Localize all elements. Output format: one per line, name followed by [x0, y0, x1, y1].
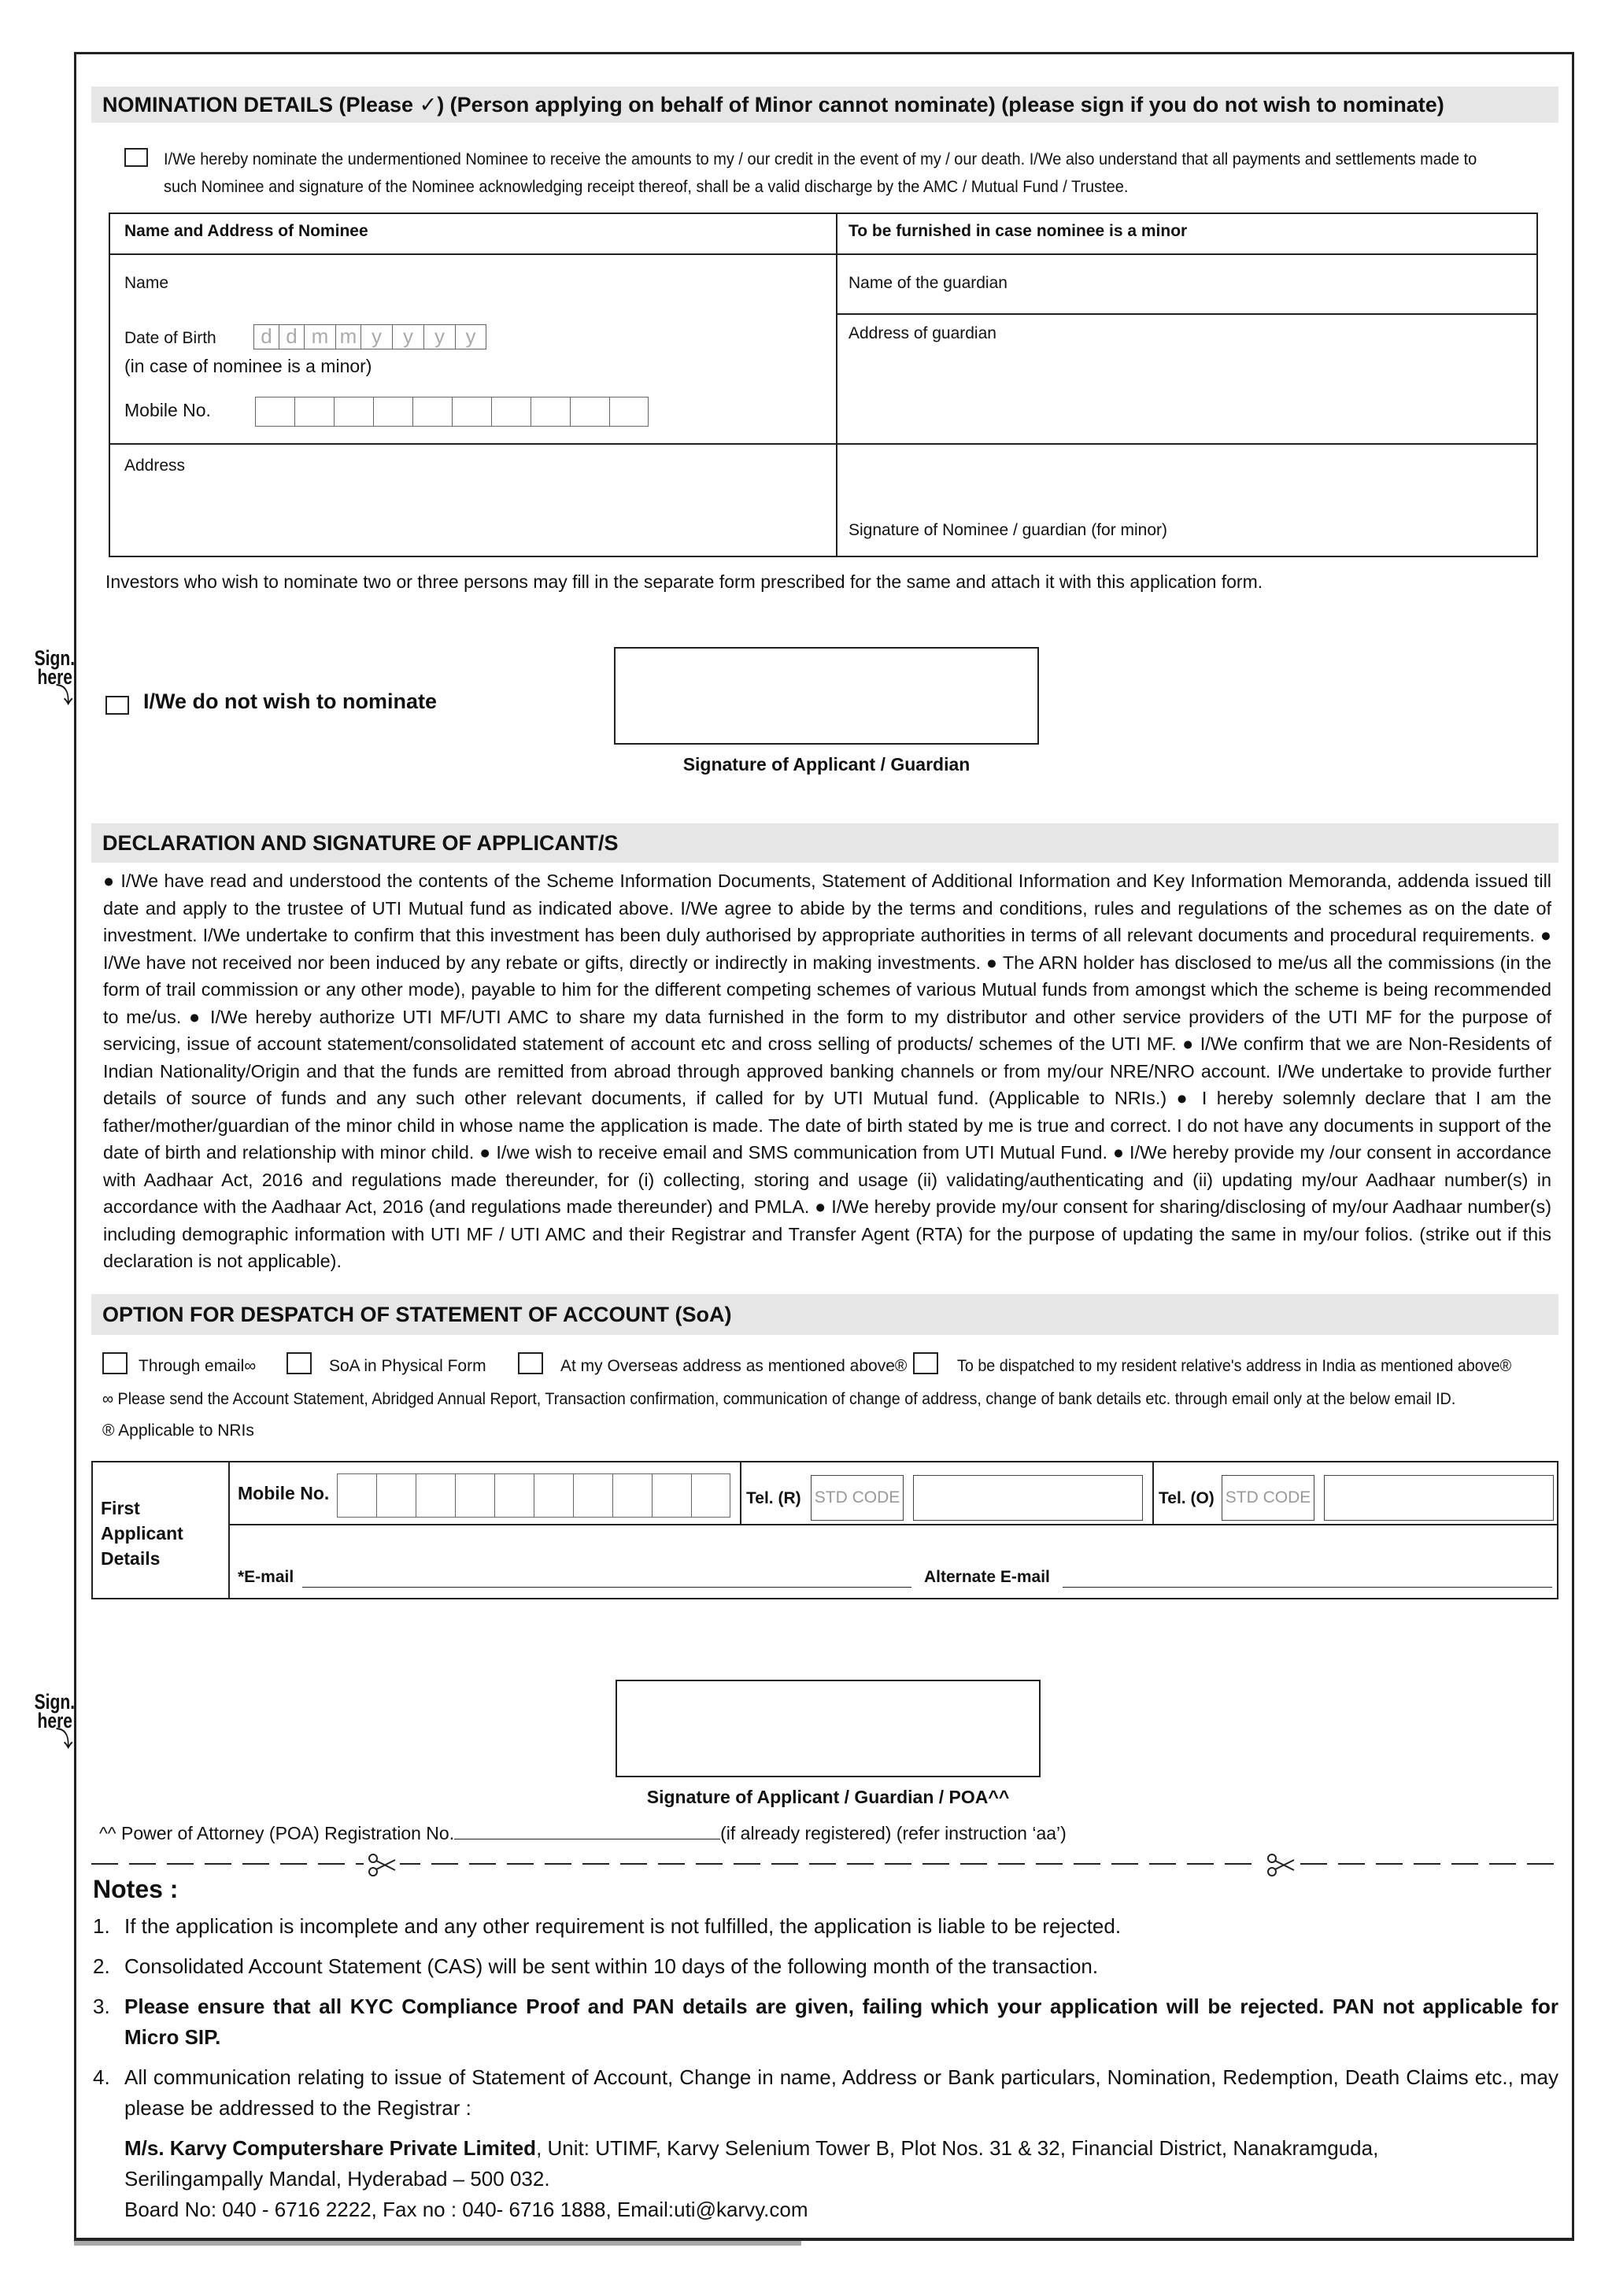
minor-col-header: To be furnished in case nominee is a minor — [849, 222, 1188, 240]
nominate-checkbox[interactable] — [124, 148, 148, 167]
bottom-rule — [74, 2241, 801, 2246]
relative-option-checkbox[interactable] — [913, 1352, 938, 1374]
overseas-option-label: At my Overseas address as mentioned above® — [560, 1357, 908, 1375]
dob-label: Date of Birth — [124, 329, 216, 347]
nominee-mobile-label: Mobile No. — [124, 400, 211, 420]
registrar-contact: Board No: 040 - 6716 2222, Fax no : 040- 6716 1888, Email:uti@karvy.com — [124, 2198, 808, 2221]
overseas-option-checkbox[interactable] — [518, 1352, 543, 1374]
registrar-name: M/s. Karvy Computershare Private Limited — [124, 2136, 537, 2160]
scissors-icon — [1263, 1853, 1299, 1876]
physical-option-label: SoA in Physical Form — [329, 1357, 486, 1375]
poa-signature-box[interactable] — [616, 1680, 1041, 1777]
sign-here-marker: Sign. here ⤵ — [34, 646, 76, 708]
nominee-address-label: Address — [124, 457, 186, 475]
tel-o-divider — [1152, 1461, 1154, 1525]
notes-list — [93, 1911, 1558, 2235]
nomination-declaration: I/We hereby nominate the undermentioned Nominee to receive the amounts to my / our credit in the event of my / our death. I/We also understand that all payments and settlements made to such Nominee and signature of the Nominee acknowledging receipt thereof, shall be a valid discharge by the AMC / Mutual Fund / Trustee. — [164, 150, 1477, 196]
tel-r-divider — [740, 1461, 741, 1525]
email-footnote: ∞ Please send the Account Statement, Abridged Annual Report, Transaction confirmation, communication of change of address, change of bank details etc. through email only at the below email ID. — [102, 1390, 1456, 1408]
dob-note: (in case of nominee is a minor) — [124, 356, 372, 376]
table-divider-header — [109, 253, 1538, 255]
table-divider-guardian — [836, 313, 1538, 315]
applicant-mobile-label: Mobile No. — [238, 1483, 330, 1503]
physical-option-checkbox[interactable] — [287, 1352, 312, 1374]
note-item: 1. If the application is incomplete and any other requirement is not fulfilled, the application is liable to be rejected. — [93, 1914, 1122, 1938]
no-nominate-label: I/We do not wish to nominate — [143, 690, 437, 713]
applicant-mobile-input[interactable] — [337, 1473, 730, 1518]
sign-here-marker-2: Sign. here ⤵ — [34, 1690, 76, 1751]
email-option-label: Through email∞ — [139, 1357, 257, 1375]
no-nominate-checkbox[interactable] — [105, 696, 129, 715]
notes-heading: Notes : — [93, 1875, 179, 1903]
table-divider-vertical — [836, 213, 837, 557]
declaration-heading: DECLARATION AND SIGNATURE OF APPLICANT/S — [91, 823, 1558, 863]
nomination-heading: NOMINATION DETAILS (Please ✓) (Person applying on behalf of Minor cannot nominate) (please sign if you do not wish to nominate) — [91, 87, 1558, 123]
applicant-signature-box[interactable] — [614, 647, 1039, 745]
guardian-name-label: Name of the guardian — [849, 274, 1008, 292]
note-item: 2. Consolidated Account Statement (CAS) will be sent within 10 days of the following month of the transaction. — [93, 1954, 1099, 1978]
nominee-name-label: Name — [124, 274, 169, 292]
poa-registration: ^^ Power of Attorney (POA) Registration No. (if already registered) (refer instruction ‘aa’) — [99, 1823, 1067, 1843]
scissors-icon — [364, 1853, 400, 1876]
note-item: 3. Please ensure that all KYC Compliance Proof and PAN details are given, failing which your application will be rejected. PAN not applicable for Micro SIP. — [93, 1995, 1558, 2049]
arrow-icon: ⤵ — [55, 1728, 72, 1751]
alt-email-label: Alternate E-mail — [924, 1568, 1050, 1586]
nominee-mobile-input[interactable] — [255, 397, 649, 427]
tel-o-label: Tel. (O) — [1159, 1489, 1215, 1507]
table-divider-address — [109, 443, 1538, 445]
applicant-label-divider — [228, 1461, 230, 1599]
guardian-address-label: Address of guardian — [849, 324, 996, 342]
despatch-heading: OPTION FOR DESPATCH OF STATEMENT OF ACCOUNT (SoA) — [91, 1294, 1558, 1335]
note-item: 4. All communication relating to issue of Statement of Account, Change in name, Address or Bank particulars, Nomination, Redemption, Death Claims etc., may please be addressed to the Registrar : — [93, 2065, 1558, 2120]
applicant-row-divider — [228, 1524, 1558, 1525]
relative-option-label: To be dispatched to my resident relative's address in India as mentioned above® — [957, 1357, 1512, 1375]
arrow-icon: ⤵ — [55, 684, 72, 708]
multi-nominee-note: Investors who wish to nominate two or three persons may fill in the separate form prescribed for the same and attach it with this application form. — [105, 571, 1263, 592]
tel-r-number-input[interactable] — [913, 1475, 1143, 1521]
declaration-text: ● I/We have read and understood the contents of the Scheme Information Documents, Statement of Additional Information and Key Information Memoranda, addenda issued till date and apply to the trustee of UTI Mutual fund as indicated above. I/We agree to abide by the terms and conditions, rules and regulations of the schemes as on the date of investment. I/We undertake to confirm that this investment has been duly authorised by appropriate authorities in terms of all relevant documents and procedural requirements. ● I/We have not received nor been induced by any rebate or gifts, directly or indirectly in making investments. ● The ARN holder has disclosed to me/us all the commissions (in the form of trail commission or any other mode), payable to him for the different competing schemes of various Mutual funds from amongst which the scheme is being recommended to me/us. ● I/We hereby authorize UTI MF/UTI AMC to share my data furnished in the form to my distributor and other service providers of the UTI MF for the purpose of servicing, issue of account statement/consolidated statement of account etc and cross selling of products/ schemes of the UTI MF. ● I/We confirm that we are Non-Residents of Indian Nationality/Origin and that the funds are remitted from abroad through approved banking channels or from my/our NRE/NRO account. I/We undertake to provide further details of source of funds and any such other relevant documents, if called for by UTI Mutual fund. (Applicable to NRIs.) ● I hereby solemnly declare that I am the father/mother/guardian of the minor child in whose name the application is made. The date of birth stated by me is true and correct. I do not have any documents in support of the date of birth and relationship with minor child. ● I/we wish to receive email and SMS communication from UTI Mutual Fund. ● I/We hereby provide my /our consent in accordance with Aadhaar Act, 2016 and regulations made thereunder, for (i) collecting, storing and usage (ii) validating/authenticating and (ii) updating my/our Aadhaar number(s) in accordance with the Aadhaar Act, 2016 (and regulations made thereunder) and PMLA. ● I/We hereby provide my/our consent for sharing/disclosing of my/our Aadhaar number(s) including demographic information with UTI MF / UTI AMC and their Registrar and Transfer Agent (RTA) for the purpose of updating the same in my/our folios. (strike out if this declaration is not applicable). — [103, 871, 1551, 1271]
cut-line — [91, 1848, 1558, 1876]
poa-signature-caption: Signature of Applicant / Guardian / POA^^ — [646, 1787, 1010, 1807]
tel-r-label: Tel. (R) — [746, 1489, 801, 1507]
nri-footnote: ® Applicable to NRIs — [102, 1422, 254, 1440]
poa-number-input[interactable] — [454, 1823, 720, 1839]
nominee-col-header: Name and Address of Nominee — [124, 222, 368, 240]
nominee-signature-label: Signature of Nominee / guardian (for minor) — [849, 521, 1168, 539]
nominee-table — [109, 213, 1538, 557]
signature-caption: Signature of Applicant / Guardian — [682, 754, 971, 775]
dob-input[interactable]: d d m m y y y y — [253, 324, 486, 349]
tel-o-number-input[interactable] — [1324, 1475, 1554, 1521]
email-label: *E-mail — [238, 1568, 294, 1586]
email-option-checkbox[interactable] — [102, 1352, 128, 1374]
tel-o-std-input[interactable]: STD CODE — [1222, 1475, 1314, 1521]
first-applicant-label: First Applicant Details — [101, 1498, 183, 1569]
alt-email-input[interactable] — [1063, 1587, 1552, 1588]
email-input[interactable] — [302, 1587, 911, 1588]
tel-r-std-input[interactable]: STD CODE — [811, 1475, 904, 1521]
registrar-address: M/s. Karvy Computershare Private Limited, Unit: UTIMF, Karvy Selenium Tower B, Plot Nos. 31 & 32, Financial District, Nanakramguda, Serilingampally Mandal, Hyderabad – 500 032. Board No: 040 - 6716 2222, Fax no : 040- 6716 1888, Email:uti@karvy.com — [93, 2133, 1558, 2225]
